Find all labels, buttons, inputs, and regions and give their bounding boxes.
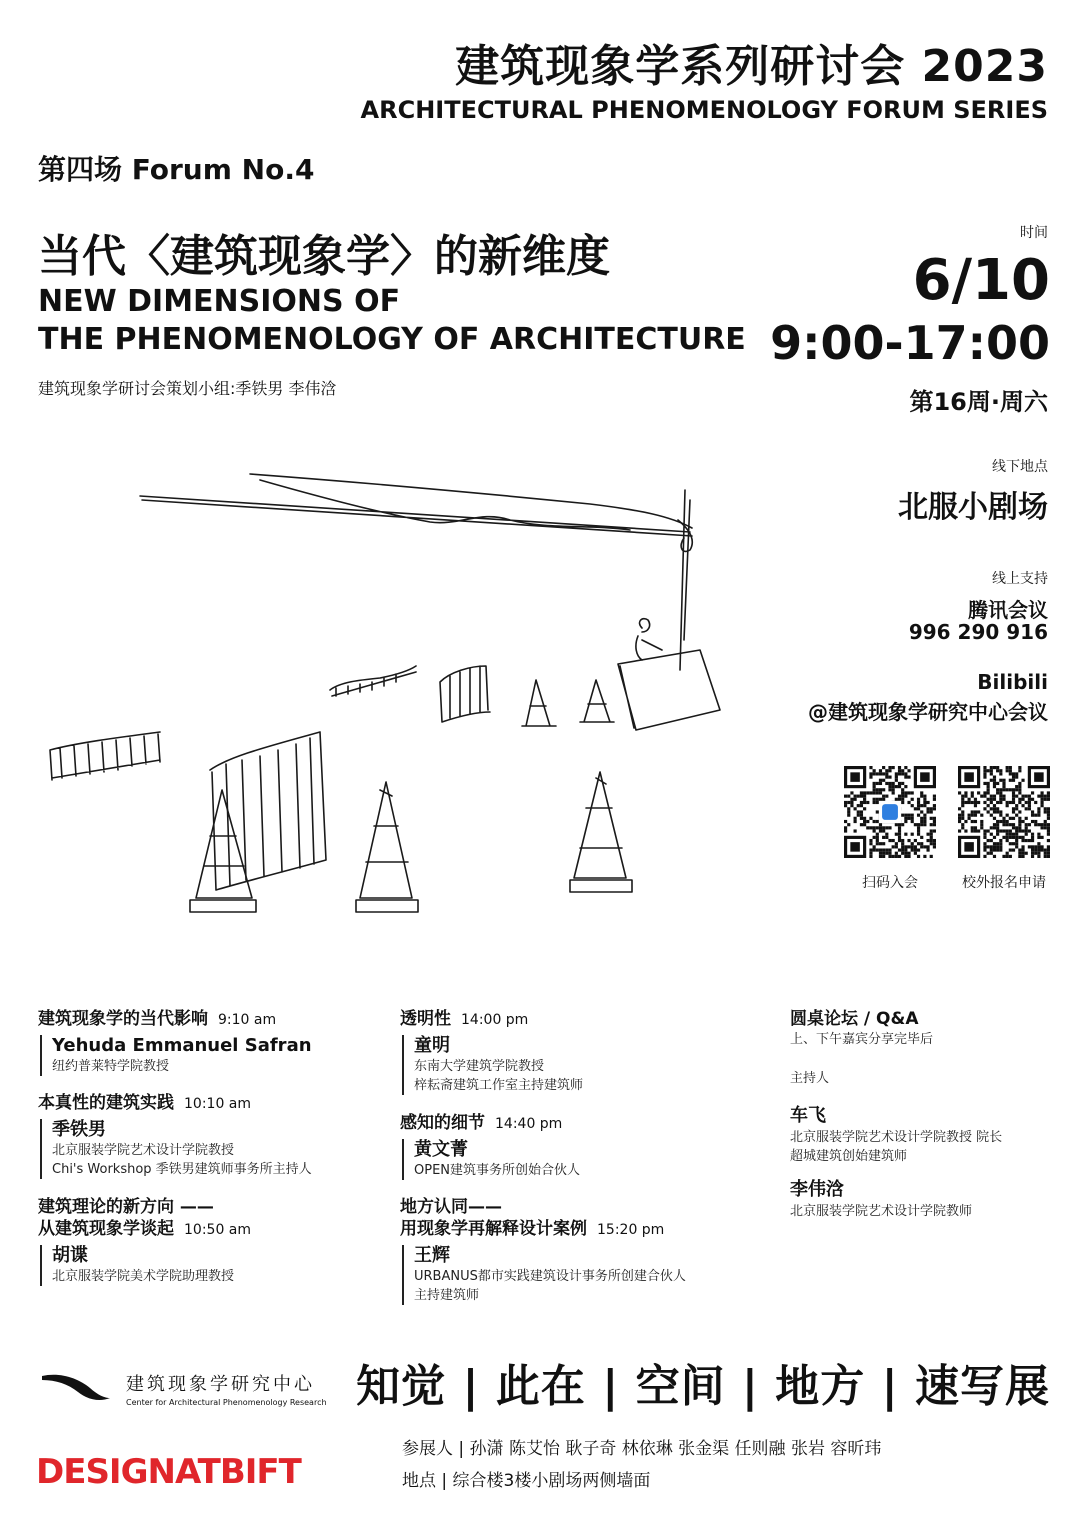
tencent-meeting-id: 996 290 916 <box>908 620 1048 644</box>
qr-register-icon[interactable] <box>958 766 1050 858</box>
speaker-affiliation: OPEN建筑事务所创始合伙人 <box>414 1163 581 1178</box>
series-title-cn: 建筑现象学系列研讨会 2023 <box>455 41 1048 92</box>
bilibili-name: Bilibili <box>977 670 1048 694</box>
venue: 北服小剧场 <box>898 490 1048 525</box>
exhibition-location: 地点 | 综合楼3楼小剧场两侧墙面 <box>402 1471 651 1491</box>
venue-label: 线下地点 <box>992 459 1048 475</box>
session-time: 9:10 am <box>218 1012 277 1028</box>
speaker-affiliation: 东南大学建筑学院教授 <box>414 1059 545 1074</box>
speaker-name: 胡谍 <box>52 1245 88 1266</box>
online-label: 线上支持 <box>992 571 1048 587</box>
bilibili-account: @建筑现象学研究中心会议 <box>808 700 1048 724</box>
qr-register-caption: 校外报名申请 <box>962 875 1046 891</box>
host-name: 李伟浛 <box>790 1179 844 1200</box>
session-title: 本真性的建筑实践 <box>38 1093 174 1113</box>
speaker-name: 黄文菁 <box>414 1139 468 1160</box>
host-affiliation: 北京服装学院艺术设计学院教师 <box>790 1204 973 1219</box>
event-week-day: 第16周·周六 <box>909 388 1048 416</box>
speaker-name: 童明 <box>414 1035 450 1056</box>
session-1 <box>38 1008 312 1076</box>
host-affiliation: 北京服装学院艺术设计学院教授 院长 <box>790 1130 1003 1145</box>
session-time: 14:40 pm <box>495 1116 563 1132</box>
topic-title-en-line2: THE PHENOMENOLOGY OF ARCHITECTURE <box>38 322 746 357</box>
session-time: 15:20 pm <box>597 1222 665 1238</box>
session-2 <box>38 1092 312 1179</box>
session-5 <box>400 1112 580 1180</box>
session-title: 用现象学再解释设计案例 <box>400 1219 587 1239</box>
qr-join-caption: 扫码入会 <box>862 875 918 891</box>
speaker-name: 王辉 <box>414 1245 450 1266</box>
session-3 <box>38 1196 251 1286</box>
organizers: 建筑现象学研讨会策划小组:季铁男 李伟浛 <box>38 379 337 398</box>
session-title: 透明性 <box>400 1009 451 1029</box>
roundtable <box>790 1008 1060 1221</box>
session-title: 建筑理论的新方向 —— <box>38 1197 214 1217</box>
session-title: 感知的细节 <box>400 1113 485 1133</box>
speaker-affiliation: 纽约普莱特学院教授 <box>52 1059 170 1074</box>
host-name: 车飞 <box>790 1105 826 1126</box>
session-time: 10:10 am <box>184 1096 252 1112</box>
series-title-en: ARCHITECTURAL PHENOMENOLOGY FORUM SERIES <box>360 96 1048 124</box>
tencent-meeting-name: 腾讯会议 <box>968 598 1048 622</box>
speaker-affiliation: 主持建筑师 <box>414 1288 480 1303</box>
event-date: 6/10 <box>912 248 1050 313</box>
design-at-bift-logo: DESIGNATBIFT <box>36 1452 301 1492</box>
time-label: 时间 <box>1020 225 1048 241</box>
speaker-affiliation: Chi's Workshop 季铁男建筑师事务所主持人 <box>52 1162 312 1177</box>
roundtable-title: 圆桌论坛 / Q&A <box>790 1009 919 1029</box>
session-4 <box>400 1008 583 1095</box>
speaker-affiliation: 梓耘斋建筑工作室主持建筑师 <box>414 1078 584 1093</box>
topic-title-en-line1: NEW DIMENSIONS OF <box>38 284 401 319</box>
session-title: 从建筑现象学谈起 <box>38 1219 174 1239</box>
session-6 <box>400 1196 686 1305</box>
speaker-affiliation: 北京服装学院艺术设计学院教授 <box>52 1143 235 1158</box>
session-time: 14:00 pm <box>461 1012 529 1028</box>
center-name-cn: 建筑现象学研究中心 <box>126 1374 315 1395</box>
exhibition-title: 知觉 | 此在 | 空间 | 地方 | 速写展 <box>356 1361 1050 1412</box>
host-affiliation: 超城建筑创始建筑师 <box>790 1149 908 1164</box>
session-time: 10:50 am <box>184 1222 252 1238</box>
exhibitors: 参展人 | 孙潇 陈艾怡 耿子奇 林依琳 张金渠 任则融 张岩 容昕玮 <box>402 1439 882 1459</box>
speaker-name: 季铁男 <box>52 1119 106 1140</box>
speaker-affiliation: URBANUS都市实践建筑设计事务所创建合伙人 <box>414 1269 686 1284</box>
session-title: 地方认同—— <box>400 1197 502 1217</box>
sketch-illustration <box>30 460 730 930</box>
roundtable-note: 上、下午嘉宾分享完毕后 <box>790 1032 934 1047</box>
center-logo-icon <box>40 1368 112 1404</box>
speaker-name: Yehuda Emmanuel Safran <box>52 1035 312 1056</box>
topic-title-cn: 当代〈建筑现象学〉的新维度 <box>38 231 610 282</box>
host-label: 主持人 <box>790 1071 830 1086</box>
forum-number: 第四场 Forum No.4 <box>38 153 315 186</box>
qr-join-icon[interactable] <box>844 766 936 858</box>
session-title: 建筑现象学的当代影响 <box>38 1009 208 1029</box>
event-time-range: 9:00-17:00 <box>770 316 1050 370</box>
speaker-affiliation: 北京服装学院美术学院助理教授 <box>52 1269 235 1284</box>
center-name-en: Center for Architectural Phenomenology Research <box>126 1398 327 1407</box>
